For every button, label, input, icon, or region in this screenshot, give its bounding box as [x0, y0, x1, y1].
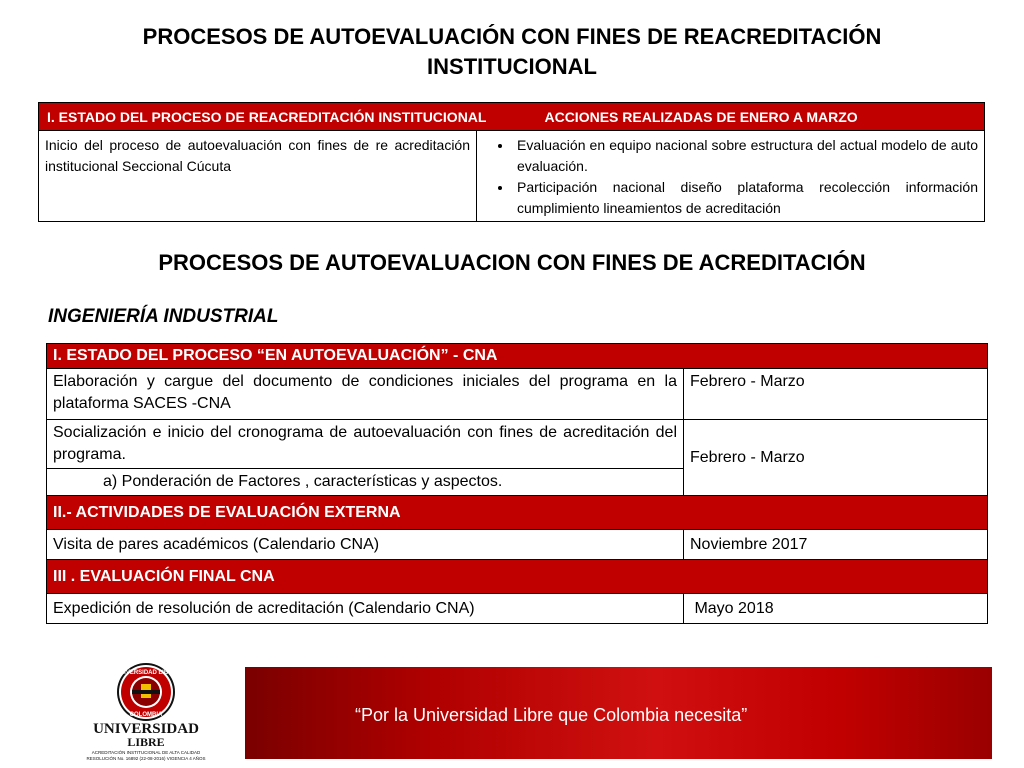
- page-title: [0, 22, 1024, 82]
- table-row-left: Socialización e inicio del cronograma de autoevaluación con fines de acreditación del programa.: [47, 420, 684, 469]
- actions-list: [483, 135, 978, 219]
- table-row-left: Elaboración y cargue del documento de condiciones iniciales del programa en la plataforma SACES -CNA: [47, 369, 684, 420]
- university-logo: [78, 662, 214, 762]
- header-state: I. ESTADO DEL PROCESO DE REACREDITACIÓN INSTITUCIONAL: [47, 108, 487, 125]
- page-title-line1: PROCESOS DE AUTOEVALUACIÓN CON FINES DE REACREDITACIÓN: [142, 24, 882, 49]
- slogan-text: “Por la Universidad Libre que Colombia necesita”: [355, 705, 748, 725]
- section3-header: III . EVALUACIÓN FINAL CNA: [47, 560, 988, 594]
- header-actions: ACCIONES REALIZADAS DE ENERO A MARZO: [544, 108, 858, 125]
- section1-header: I. ESTADO DEL PROCESO “EN AUTOEVALUACIÓN” - CNA: [47, 344, 988, 369]
- table-row-left: Expedición de resolución de acreditación (Calendario CNA): [47, 594, 684, 624]
- program-accreditation-table: [46, 343, 988, 624]
- table-row-date: Noviembre 2017: [684, 530, 988, 560]
- actions-cell: [477, 131, 985, 222]
- logo-name-2: LIBRE: [127, 735, 165, 749]
- university-seal-icon: [78, 662, 214, 762]
- page-title-line2: INSTITUCIONAL: [427, 54, 597, 79]
- list-item: • Evaluación en equipo nacional sobre estructura del actual modelo de auto evaluación.: [513, 135, 978, 177]
- seal-top-text: UNIVERSIDAD LIBRE: [115, 670, 177, 676]
- logo-caption-2: RESOLUCIÓN No. 16892 (22-08-2016) VIGENCIA 4 AÑOS: [86, 756, 206, 761]
- table-row-date: Febrero - Marzo: [684, 369, 988, 420]
- reaccreditation-table-header: [39, 103, 985, 131]
- list-item: • Participación nacional diseño plataforma recolección información cumplimiento lineamientos de acreditación: [513, 177, 978, 219]
- table-row-date: Febrero - Marzo: [684, 420, 988, 496]
- table-row-left: a) Ponderación de Factores , características y aspectos.: [47, 469, 684, 496]
- seal-bottom-text: COLOMBIA: [129, 712, 163, 718]
- table-row-date: Mayo 2018: [684, 594, 988, 624]
- logo-caption-1: ACREDITACIÓN INSTITUCIONAL DE ALTA CALIDAD: [91, 750, 201, 755]
- process-start-cell: Inicio del proceso de autoevaluación con fines de re acreditación institucional Seccional Cúcuta: [39, 131, 477, 222]
- reaccreditation-table: [38, 102, 985, 222]
- slogan-banner: [245, 667, 992, 759]
- section-title: PROCESOS DE AUTOEVALUACION CON FINES DE ACREDITACIÓN: [158, 250, 866, 275]
- table-row-left: Visita de pares académicos (Calendario CNA): [47, 530, 684, 560]
- program-subtitle: INGENIERÍA INDUSTRIAL: [48, 306, 279, 327]
- logo-name: UNIVERSIDAD: [93, 721, 199, 737]
- section2-header: II.- ACTIVIDADES DE EVALUACIÓN EXTERNA: [47, 496, 988, 530]
